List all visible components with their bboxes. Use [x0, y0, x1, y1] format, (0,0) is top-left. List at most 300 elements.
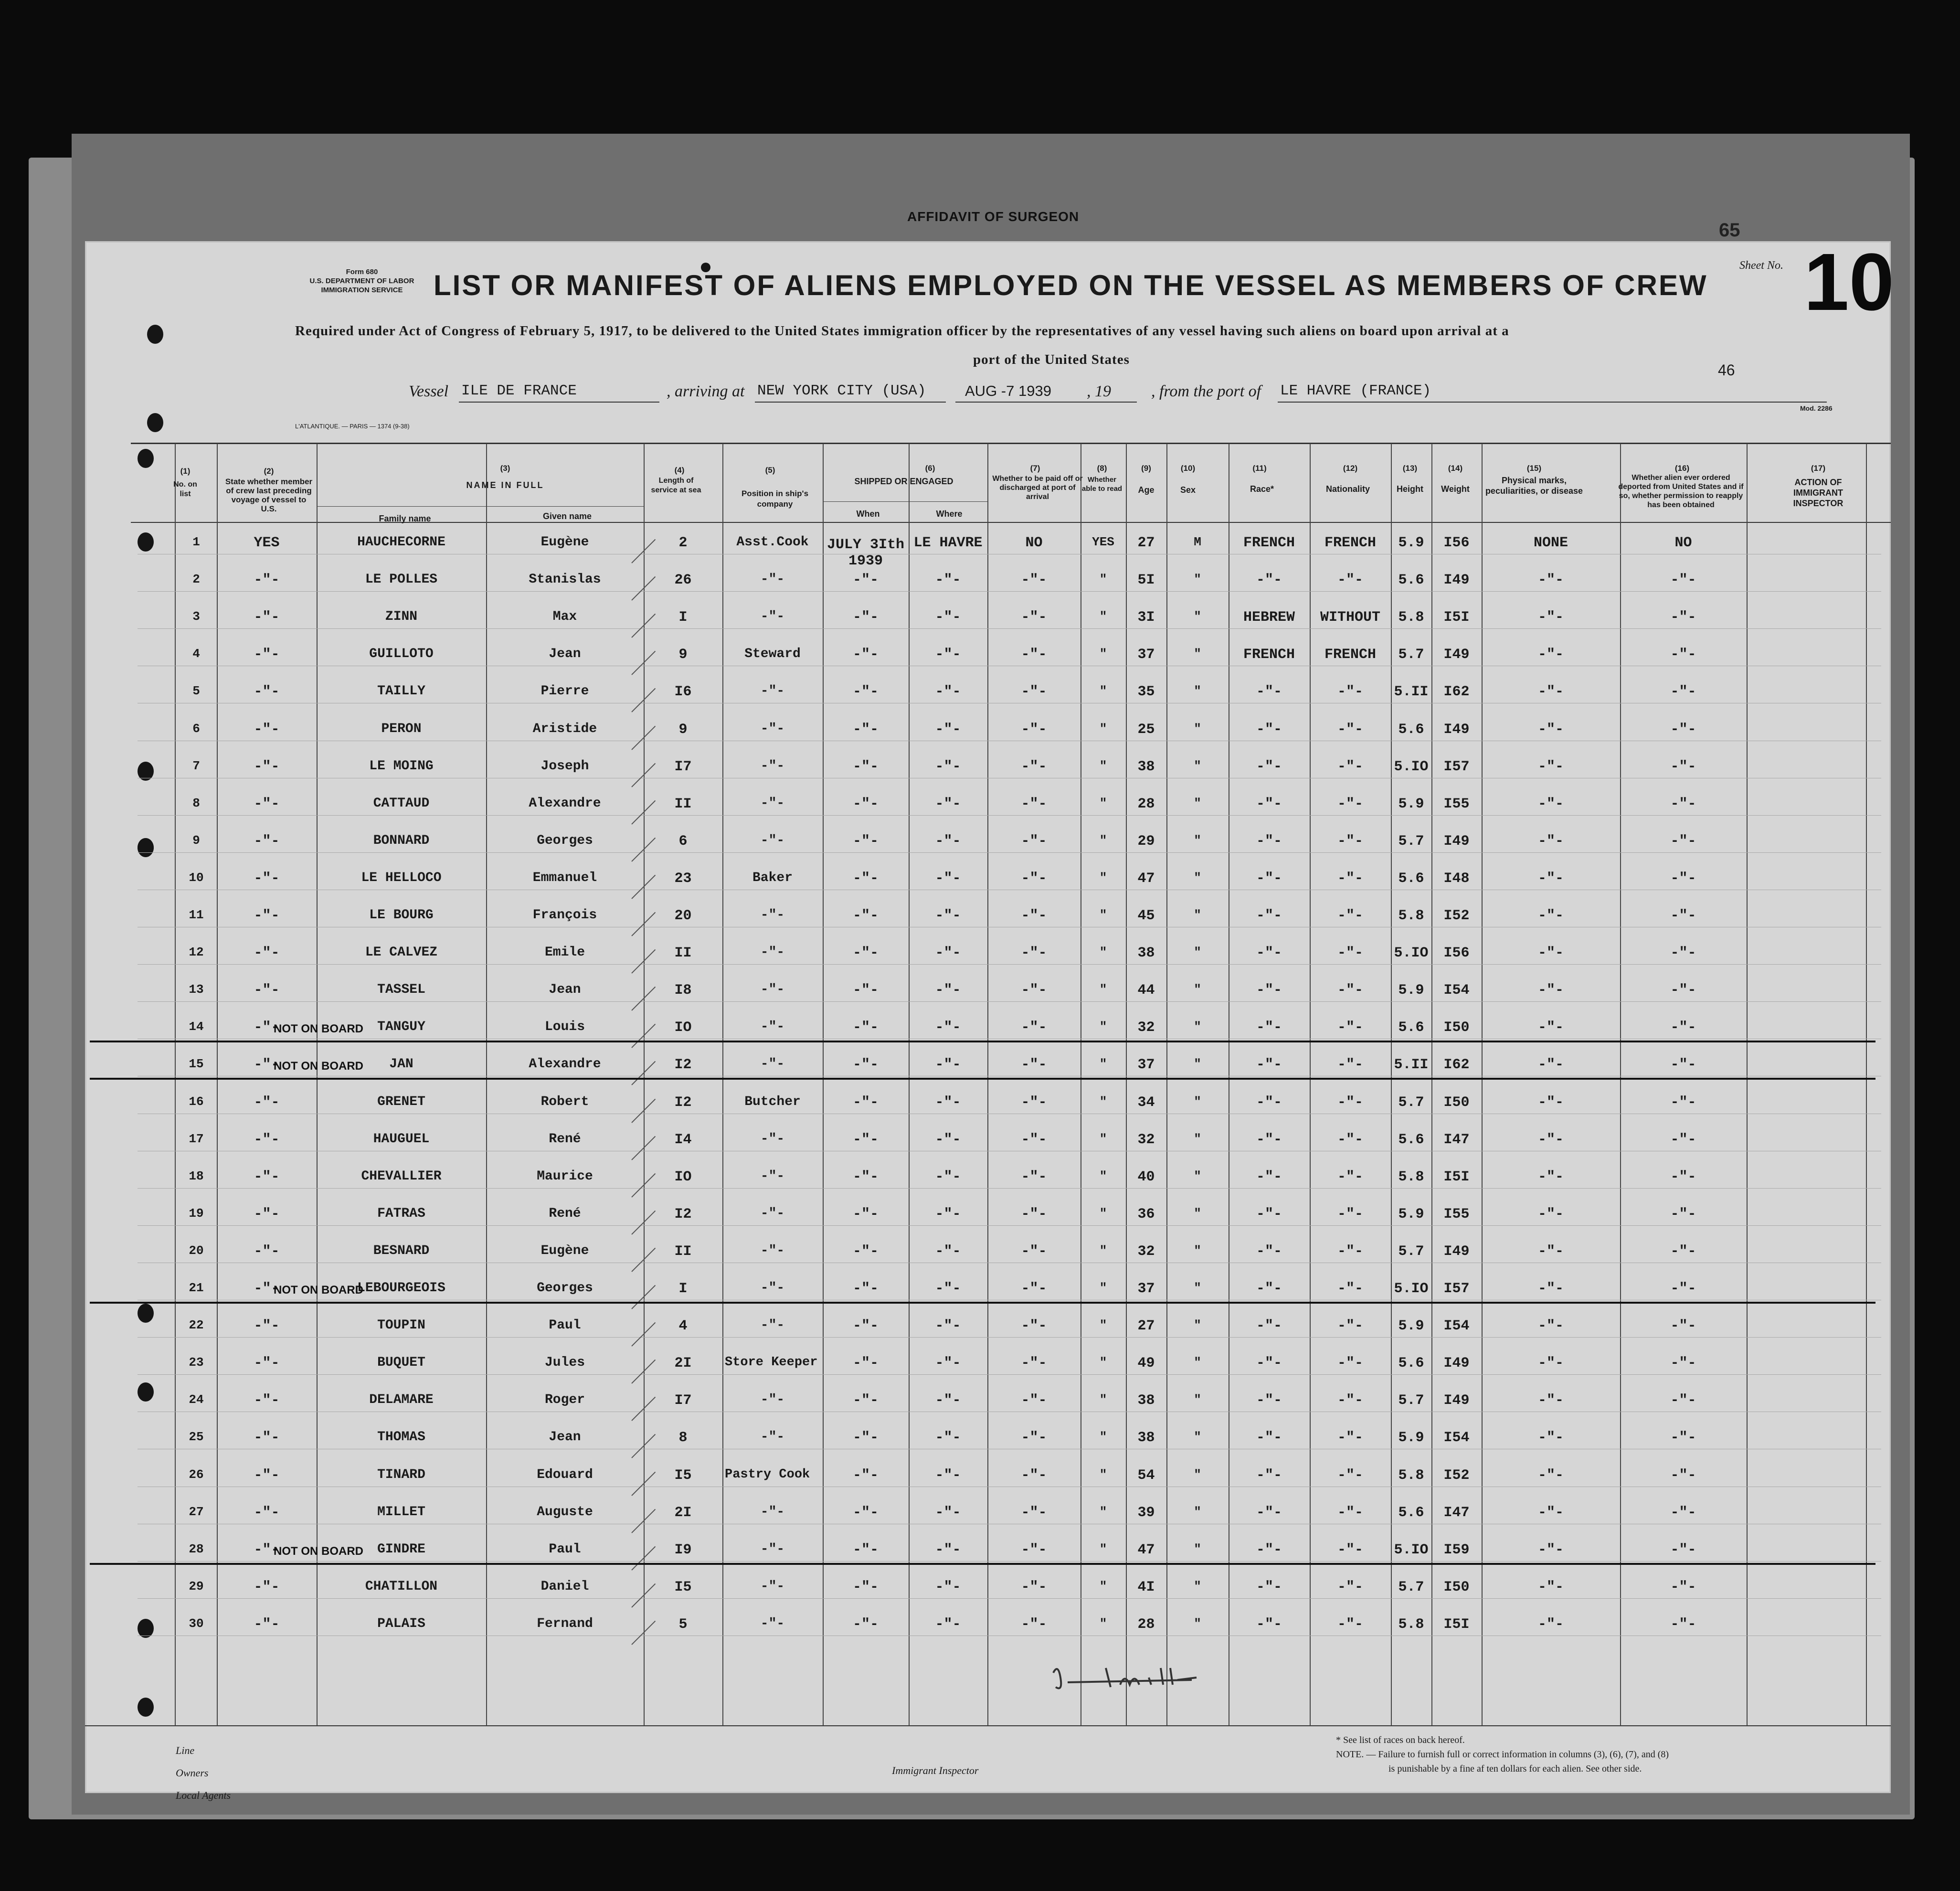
cell-service: 26: [674, 572, 692, 589]
cell-marks: -"-: [1537, 945, 1564, 962]
cell-position: -"-: [760, 908, 785, 923]
cell-sex: ": [1194, 721, 1201, 736]
cell-read: ": [1099, 721, 1107, 736]
cell-nationality: -"-: [1337, 1057, 1363, 1073]
col9-number: (9): [1141, 464, 1151, 473]
cell-where: -"-: [935, 1131, 961, 1148]
cell-marks: -"-: [1537, 1169, 1564, 1185]
cell-nationality: -"-: [1337, 1504, 1363, 1521]
cell-prev: -"-: [254, 572, 280, 589]
cell-service: 4: [678, 1318, 688, 1335]
table-row: [85, 1020, 1891, 1057]
cell-race: -"-: [1256, 1318, 1282, 1335]
cell-paid: -"-: [1021, 945, 1047, 962]
cell-weight: I47: [1443, 1504, 1470, 1521]
cell-deported: -"-: [1670, 572, 1696, 589]
col14-number: (14): [1448, 464, 1463, 473]
cell-weight: I52: [1443, 1467, 1470, 1484]
cell-given: François: [532, 908, 597, 923]
cell-height: 5.II: [1394, 1057, 1429, 1073]
cell-where: -"-: [935, 684, 961, 701]
cell-no: 4: [192, 647, 200, 661]
cell-given: Auguste: [537, 1504, 593, 1519]
cell-age: 27: [1137, 535, 1155, 551]
cell-nationality: -"-: [1337, 1616, 1363, 1633]
cell-paid: -"-: [1021, 609, 1047, 626]
cell-race: HEBREW: [1243, 609, 1295, 626]
cell-family: CHEVALLIER: [361, 1169, 442, 1184]
required-text-line1: Required under Act of Congress of February 5, 1917, to be delivered to the United States immigration officer by the representatives of any vessel having such aliens on board upon arrival at a: [295, 323, 1509, 339]
cell-prev: -"-: [254, 1131, 280, 1148]
cell-family: PALAIS: [377, 1616, 425, 1631]
cell-where: -"-: [935, 1020, 961, 1036]
cell-given: Daniel: [540, 1579, 589, 1594]
cell-given: Alexandre: [529, 796, 601, 811]
cell-family: BESNARD: [373, 1243, 430, 1258]
cell-weight: I62: [1443, 684, 1470, 701]
cell-sex: ": [1194, 572, 1201, 587]
cell-height: 5.IO: [1394, 945, 1429, 962]
cell-race: -"-: [1256, 833, 1282, 850]
cell-no: 7: [192, 758, 200, 773]
cell-read: ": [1099, 945, 1107, 960]
cell-when: -"-: [852, 572, 879, 589]
cell-read: ": [1099, 758, 1107, 773]
cell-when: -"-: [852, 982, 879, 999]
cell-family: TASSEL: [377, 982, 425, 998]
cell-position: Pastry Cook: [725, 1467, 810, 1482]
cell-no: 15: [189, 1057, 204, 1072]
cell-weight: I56: [1443, 535, 1470, 551]
cell-nationality: -"-: [1337, 1131, 1363, 1148]
cell-nationality: -"-: [1337, 1579, 1363, 1595]
cell-position: -"-: [760, 1504, 785, 1519]
col3-header: NAME IN FULL: [466, 480, 544, 490]
col1-number: (1): [180, 467, 191, 476]
cell-marks: -"-: [1537, 1541, 1564, 1558]
cell-where: -"-: [935, 833, 961, 850]
cell-no: 17: [189, 1131, 204, 1146]
cell-marks: -"-: [1537, 1131, 1564, 1148]
col11-header: Race*: [1250, 484, 1274, 494]
table-row: [85, 1542, 1891, 1579]
cell-paid: -"-: [1021, 1392, 1047, 1409]
cell-position: -"-: [760, 982, 785, 998]
cell-deported: -"-: [1670, 945, 1696, 962]
inspector-signature: [1049, 1658, 1201, 1697]
cell-sex: ": [1194, 1355, 1201, 1370]
cell-service: I8: [674, 982, 692, 999]
cell-weight: I55: [1443, 1206, 1470, 1222]
cell-prev: -"-: [254, 945, 280, 962]
table-row: [85, 1057, 1891, 1094]
cell-prev: -"-: [254, 1169, 280, 1185]
table-row: [85, 684, 1891, 721]
cell-age: 32: [1137, 1243, 1155, 1260]
cell-paid: -"-: [1021, 1243, 1047, 1260]
cell-nationality: -"-: [1337, 833, 1363, 850]
cell-nationality: -"-: [1337, 1206, 1363, 1222]
cell-nationality: -"-: [1337, 1318, 1363, 1335]
col16-number: (16): [1674, 464, 1690, 473]
col15-header: Physical marks, peculiarities, or disease: [1485, 476, 1583, 496]
table-row: [85, 722, 1891, 759]
cell-given: Joseph: [540, 758, 589, 774]
cell-race: -"-: [1256, 1467, 1282, 1484]
cell-age: 28: [1137, 796, 1155, 812]
cell-deported: -"-: [1670, 758, 1696, 775]
cell-no: 3: [192, 609, 200, 624]
cell-family: TOUPIN: [377, 1318, 425, 1333]
cell-weight: I49: [1443, 647, 1470, 663]
cell-prev: -"-: [254, 908, 280, 924]
cell-no: 24: [189, 1392, 204, 1407]
col8-number: (8): [1097, 464, 1107, 473]
cell-deported: -"-: [1670, 684, 1696, 701]
cell-no: 25: [189, 1430, 204, 1445]
cell-sex: ": [1194, 1430, 1201, 1445]
cell-when: -"-: [852, 1355, 879, 1372]
cell-no: 14: [189, 1020, 204, 1034]
cell-race: -"-: [1256, 684, 1282, 701]
cell-marks: -"-: [1537, 1392, 1564, 1409]
from-label: , from the port of: [1151, 382, 1261, 400]
cell-when: -"-: [852, 1467, 879, 1484]
cell-prev: -"-: [254, 758, 280, 775]
cell-read: ": [1099, 1169, 1107, 1183]
cell-nationality: -"-: [1337, 721, 1363, 738]
cell-where: -"-: [935, 1057, 961, 1073]
cell-nationality: -"-: [1337, 1467, 1363, 1484]
cell-service: I2: [674, 1057, 692, 1073]
cell-given: Jean: [549, 647, 581, 662]
cell-paid: -"-: [1021, 833, 1047, 850]
cell-family: TINARD: [377, 1467, 425, 1482]
col4-number: (4): [674, 466, 685, 475]
cell-read: ": [1099, 1131, 1107, 1146]
col10-number: (10): [1180, 464, 1196, 473]
cell-family: LEBOURGEOIS: [357, 1281, 445, 1296]
cell-nationality: -"-: [1337, 796, 1363, 812]
cell-race: -"-: [1256, 1094, 1282, 1111]
cell-family: BUQUET: [377, 1355, 425, 1370]
cell-weight: I50: [1443, 1094, 1470, 1111]
cell-weight: I62: [1443, 1057, 1470, 1073]
cell-service: II: [674, 796, 692, 812]
cell-sex: ": [1194, 684, 1201, 699]
cell-given: Max: [552, 609, 577, 625]
required-text-line2: port of the United States: [973, 352, 1130, 367]
cell-when: -"-: [852, 1281, 879, 1297]
cell-given: Emmanuel: [532, 870, 597, 885]
cell-race: -"-: [1256, 982, 1282, 999]
cell-nationality: -"-: [1337, 870, 1363, 887]
cell-service: 23: [674, 870, 692, 887]
cell-sex: ": [1194, 982, 1201, 997]
cell-sex: ": [1194, 908, 1201, 922]
cell-marks: -"-: [1537, 982, 1564, 999]
cell-paid: NO: [1025, 535, 1043, 551]
cell-deported: -"-: [1670, 609, 1696, 626]
cell-nationality: -"-: [1337, 908, 1363, 924]
cell-height: 5.7: [1398, 647, 1424, 663]
cell-no: 2: [192, 572, 200, 587]
cell-marks: -"-: [1537, 1206, 1564, 1222]
footnote-note-cont: is punishable by a fine af ten dollars for each alien. See other side.: [1388, 1764, 1642, 1774]
cell-service: 2I: [674, 1504, 692, 1521]
cell-position: -"-: [760, 1541, 785, 1557]
cell-given: Edouard: [537, 1467, 593, 1482]
cell-given: Jean: [549, 1430, 581, 1445]
cell-paid: -"-: [1021, 1430, 1047, 1446]
cell-given: René: [549, 1131, 581, 1147]
table-row: [85, 871, 1891, 908]
cell-age: 28: [1137, 1616, 1155, 1633]
cell-where: -"-: [935, 870, 961, 887]
cell-position: -"-: [760, 1169, 785, 1184]
cell-paid: -"-: [1021, 758, 1047, 775]
cell-height: 5.7: [1398, 1243, 1424, 1260]
cell-race: -"-: [1256, 1392, 1282, 1409]
department-name: U.S. DEPARTMENT OF LABOR: [309, 277, 414, 285]
cell-deported: -"-: [1670, 1579, 1696, 1595]
cell-height: 5.9: [1398, 1430, 1424, 1446]
cell-deported: -"-: [1670, 1020, 1696, 1036]
table-row: [85, 1206, 1891, 1243]
cell-given: Georges: [537, 1281, 593, 1296]
cell-position: -"-: [760, 1281, 785, 1296]
cell-race: -"-: [1256, 1206, 1282, 1222]
cell-height: 5.8: [1398, 908, 1424, 924]
cell-read: ": [1099, 1504, 1107, 1519]
cell-age: 38: [1137, 945, 1155, 962]
cell-sex: ": [1194, 833, 1201, 848]
cell-prev: -"-: [254, 1616, 280, 1633]
cell-read: ": [1099, 1206, 1107, 1221]
cell-weight: I59: [1443, 1541, 1470, 1558]
cell-height: 5.7: [1398, 1392, 1424, 1409]
cell-given: Emile: [544, 945, 585, 960]
cell-race: -"-: [1256, 721, 1282, 738]
cell-given: Stanislas: [529, 572, 601, 587]
cell-marks: -"-: [1537, 1430, 1564, 1446]
cell-height: 5.8: [1398, 1169, 1424, 1185]
cell-nationality: FRENCH: [1324, 535, 1377, 551]
cell-position: -"-: [760, 1318, 785, 1333]
cell-read: YES: [1092, 535, 1114, 549]
cell-height: 5.IO: [1394, 1541, 1429, 1558]
cell-deported: -"-: [1670, 721, 1696, 738]
col4-header: Length of service at sea: [651, 477, 701, 494]
cell-where: -"-: [935, 908, 961, 924]
cell-read: ": [1099, 1430, 1107, 1445]
cell-deported: -"-: [1670, 1318, 1696, 1335]
cell-marks: NONE: [1533, 535, 1568, 551]
cell-weight: I54: [1443, 982, 1470, 999]
cell-deported: -"-: [1670, 1281, 1696, 1297]
cell-marks: -"-: [1537, 647, 1564, 663]
cell-height: 5.IO: [1394, 1281, 1429, 1297]
col6-header: SHIPPED OR ENGAGED: [854, 477, 954, 486]
cell-where: -"-: [935, 572, 961, 589]
col17-number: (17): [1811, 464, 1826, 473]
cell-race: FRENCH: [1243, 647, 1295, 663]
table-row: [85, 1616, 1891, 1654]
cell-paid: -"-: [1021, 796, 1047, 812]
table-top-rule: [131, 443, 1891, 444]
cell-marks: -"-: [1537, 721, 1564, 738]
cell-where: -"-: [935, 945, 961, 962]
cell-when: JULY 3Ith: [826, 537, 905, 553]
cell-given: Maurice: [537, 1169, 593, 1184]
cell-where: -"-: [935, 758, 961, 775]
cell-service: 2I: [674, 1355, 692, 1372]
cell-where: -"-: [935, 1541, 961, 1558]
cell-deported: -"-: [1670, 1504, 1696, 1521]
cell-read: ": [1099, 647, 1107, 661]
arriving-label: , arriving at: [667, 382, 745, 400]
cell-no: 8: [192, 796, 200, 810]
year-label: , 19: [1087, 382, 1111, 400]
cell-deported: -"-: [1670, 1169, 1696, 1185]
cell-no: 21: [189, 1281, 204, 1295]
cell-age: 36: [1137, 1206, 1155, 1222]
cell-no: 26: [189, 1467, 204, 1482]
cell-deported: -"-: [1670, 1094, 1696, 1111]
cell-marks: -"-: [1537, 870, 1564, 887]
cell-family: LE BOURG: [369, 908, 434, 923]
cell-family: JAN: [389, 1057, 413, 1072]
cell-sex: ": [1194, 1504, 1201, 1519]
cell-given: Jules: [544, 1355, 585, 1370]
cell-when: -"-: [852, 870, 879, 887]
cell-prev: YES: [254, 535, 280, 551]
col17-header: ACTION OF IMMIGRANT INSPECTOR: [1793, 478, 1843, 508]
cell-family: LE POLLES: [365, 572, 438, 587]
cell-age: 39: [1137, 1504, 1155, 1521]
cell-paid: -"-: [1021, 647, 1047, 663]
cell-race: -"-: [1256, 1579, 1282, 1595]
cell-position: -"-: [760, 1206, 785, 1221]
cell-paid: -"-: [1021, 1281, 1047, 1297]
not-on-board-stamp: NOT ON BOARD: [274, 1060, 363, 1073]
cell-sex: ": [1194, 1392, 1201, 1407]
cell-race: -"-: [1256, 1169, 1282, 1185]
cell-prev: -"-: [254, 1392, 280, 1409]
cell-deported: -"-: [1670, 1430, 1696, 1446]
cell-height: 5.9: [1398, 535, 1424, 551]
cell-weight: I49: [1443, 572, 1470, 589]
col9-header: Age: [1138, 485, 1155, 495]
cell-when: -"-: [852, 1131, 879, 1148]
cell-given: René: [549, 1206, 581, 1221]
cell-prev: -"-: [254, 1318, 280, 1335]
cell-paid: -"-: [1021, 1504, 1047, 1521]
table-row: [85, 908, 1891, 945]
cell-height: 5.7: [1398, 833, 1424, 850]
cell-position: -"-: [760, 1243, 785, 1258]
cell-deported: -"-: [1670, 1616, 1696, 1633]
cell-deported: -"-: [1670, 796, 1696, 812]
cell-service: IO: [674, 1169, 692, 1185]
cell-service: I9: [674, 1541, 692, 1558]
cell-nationality: -"-: [1337, 1243, 1363, 1260]
cell-position: -"-: [760, 1131, 785, 1147]
cell-position: -"-: [760, 684, 785, 699]
cell-race: -"-: [1256, 1281, 1282, 1297]
cell-height: 5.7: [1398, 1579, 1424, 1595]
sheet-label: Sheet No.: [1739, 259, 1783, 272]
cell-prev: -"-: [254, 1541, 280, 1558]
strike-through-line: [90, 1078, 1875, 1080]
cell-paid: -"-: [1021, 908, 1047, 924]
cell-family: DELAMARE: [369, 1392, 434, 1408]
cell-marks: -"-: [1537, 1094, 1564, 1111]
cell-weight: I54: [1443, 1430, 1470, 1446]
cell-position: -"-: [760, 572, 785, 587]
cell-when: -"-: [852, 1057, 879, 1073]
cell-sex: ": [1194, 1318, 1201, 1333]
owners-label: Owners: [176, 1767, 209, 1779]
strike-through-line: [90, 1563, 1875, 1565]
cell-race: -"-: [1256, 1541, 1282, 1558]
col6-number: (6): [925, 464, 935, 473]
cell-race: -"-: [1256, 908, 1282, 924]
cell-service: I2: [674, 1094, 692, 1111]
cell-race: -"-: [1256, 796, 1282, 812]
cell-given: Eugène: [540, 535, 589, 550]
cell-age: 5I: [1137, 572, 1155, 589]
cell-height: 5.II: [1394, 684, 1429, 701]
table-row: [85, 535, 1891, 572]
cell-race: -"-: [1256, 1131, 1282, 1148]
cell-deported: -"-: [1670, 1392, 1696, 1409]
cell-weight: I5I: [1443, 1169, 1470, 1185]
cell-given: Paul: [549, 1541, 581, 1557]
punch-hole-icon: [138, 449, 154, 468]
cell-deported: -"-: [1670, 1355, 1696, 1372]
cell-given: Paul: [549, 1318, 581, 1333]
cell-paid: -"-: [1021, 1020, 1047, 1036]
cell-given: Robert: [540, 1094, 589, 1109]
punch-hole-icon: [147, 413, 163, 432]
not-on-board-stamp: NOT ON BOARD: [274, 1284, 363, 1296]
cell-weight: I57: [1443, 1281, 1470, 1297]
cell-weight: I49: [1443, 1243, 1470, 1260]
cell-where: -"-: [935, 1094, 961, 1111]
page-title: LIST OR MANIFEST OF ALIENS EMPLOYED ON THE VESSEL AS MEMBERS OF CREW: [434, 269, 1708, 301]
table-row: [85, 1430, 1891, 1467]
cell-when: -"-: [852, 1430, 879, 1446]
cell-prev: -"-: [254, 684, 280, 701]
cell-marks: -"-: [1537, 796, 1564, 812]
strike-through-line: [90, 1302, 1875, 1304]
col6-when-header: When: [856, 509, 880, 519]
col11-number: (11): [1252, 464, 1267, 473]
cell-paid: -"-: [1021, 1467, 1047, 1484]
cell-race: -"-: [1256, 1430, 1282, 1446]
cell-sex: ": [1194, 1057, 1201, 1072]
cell-marks: -"-: [1537, 1504, 1564, 1521]
col14-header: Weight: [1441, 484, 1470, 494]
stamped-number: 46: [1718, 361, 1735, 379]
table-row: [85, 572, 1891, 609]
vessel-label: Vessel: [409, 382, 449, 400]
cell-given: Georges: [537, 833, 593, 848]
line-label: Line: [176, 1744, 195, 1756]
cell-height: 5.8: [1398, 609, 1424, 626]
cell-where: -"-: [935, 1281, 961, 1297]
